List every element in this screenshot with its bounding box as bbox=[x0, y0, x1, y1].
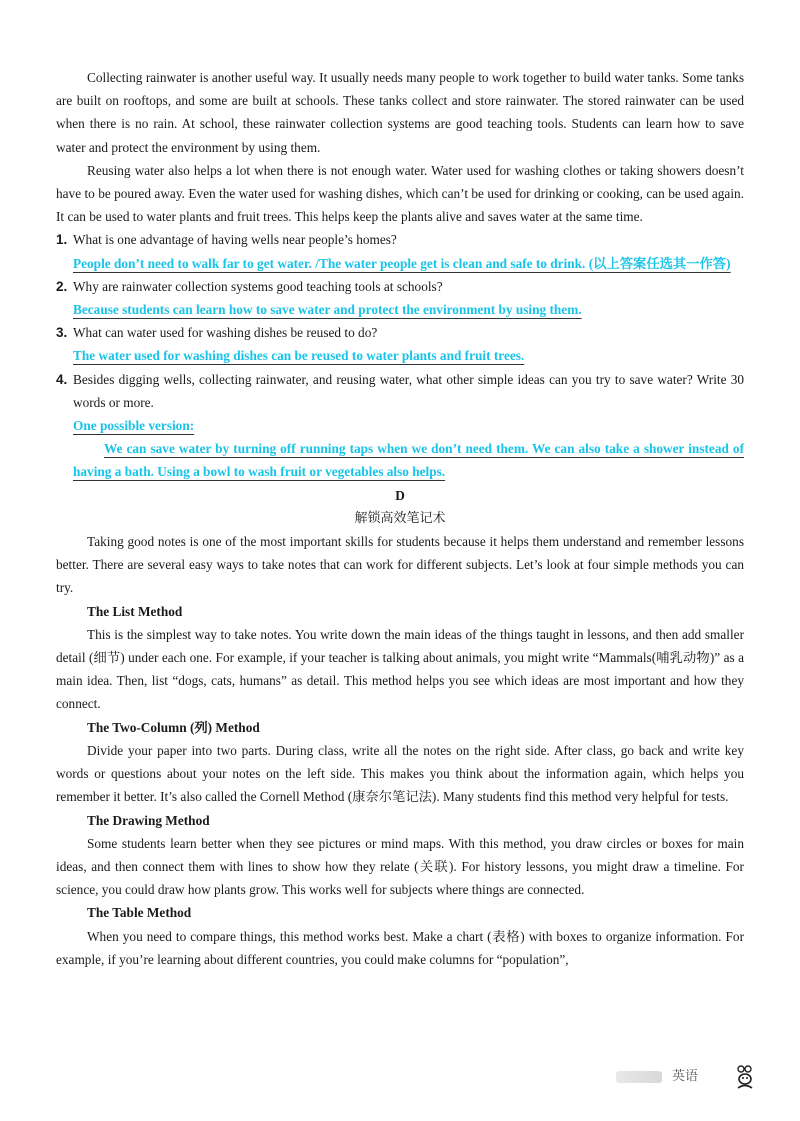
page-content bbox=[56, 66, 744, 971]
method-heading: The List Method bbox=[87, 603, 183, 619]
method-heading: The Table Method bbox=[87, 905, 192, 921]
question-4 bbox=[56, 368, 744, 484]
method-paragraph: Some students learn better when they see pictures or mind maps. With this method, you draw circles or boxes for main ideas, and then connect them with lines to show how they relate (关联). For history lessons, you might draw a timeline. For science, you could draw how plants grow. This works well for subjects where things are connected. bbox=[56, 835, 744, 898]
answer: The water used for washing dishes can be reused to water plants and fruit trees. bbox=[73, 348, 525, 364]
question-number: 4. bbox=[56, 371, 68, 387]
mascot-icon bbox=[734, 1064, 756, 1092]
method-heading: The Drawing Method bbox=[87, 812, 210, 828]
paragraph: Collecting rainwater is another useful way. It usually needs many people to work together to build water tanks. Some tanks are built on rooftops, and some are built at schools. These tanks collect and store rainwater. The stored rainwater can be used when there is no rain. At school, these rainwater collection systems are good teaching tools. Students can learn how to save water and protect the environment by using them. bbox=[56, 70, 744, 155]
answer: We can save water by turning off running taps when we don’t need them. We can also take a shower instead of having a bath. Using a bowl to wash fruit or vegetables also helps. bbox=[73, 441, 744, 480]
subject-label: 英语 bbox=[672, 1069, 699, 1084]
question-text: Why are rainwater collection systems good teaching tools at schools? bbox=[73, 278, 443, 294]
question-number: 1. bbox=[56, 232, 68, 248]
answer: People don’t need to walk far to get water. /The water people get is clean and safe to drink. (以上答案任选其一作答) bbox=[73, 255, 731, 271]
answer-intro: One possible version: bbox=[73, 418, 195, 434]
method-paragraph: When you need to compare things, this method works best. Make a chart (表格) with boxes to organize information. For example, if you’re learning about different countries, you could make columns for “population”, bbox=[56, 928, 744, 967]
series-logo bbox=[616, 1071, 662, 1083]
question-text: What can water used for washing dishes be reused to do? bbox=[73, 325, 378, 341]
method-heading: The Two-Column (列) Method bbox=[87, 719, 260, 735]
question-2 bbox=[56, 275, 744, 321]
question-1 bbox=[56, 228, 744, 274]
page-footer bbox=[616, 1065, 698, 1088]
question-text: What is one advantage of having wells near people’s homes? bbox=[73, 232, 397, 248]
answer: Because students can learn how to save water and protect the environment by using them. bbox=[73, 302, 582, 318]
method-paragraph: Divide your paper into two parts. During class, write all the notes on the right side. After class, go back and write key words or questions about your notes on the left side. This makes you think about the information again, which helps you remember it better. It’s also called the Cornell Method (康奈尔笔记法). Many students find this method very helpful for tests. bbox=[56, 742, 744, 805]
question-number: 3. bbox=[56, 325, 68, 341]
question-3 bbox=[56, 321, 744, 367]
question-text: Besides digging wells, collecting rainwater, and reusing water, what other simple ideas can you try to save water? Write 30 words or more. bbox=[73, 371, 744, 410]
question-number: 2. bbox=[56, 278, 68, 294]
paragraph: Reusing water also helps a lot when there is not enough water. Water used for washing clothes or taking showers doesn’t have to be poured away. Even the water used for washing dishes, which can’t be used for drinking or cooking, can be used again. It can be used to water plants and fruit trees. This helps keep the plants alive and saves water at the same time. bbox=[56, 162, 744, 225]
section-letter: D bbox=[395, 487, 405, 503]
section-title: 解锁高效笔记术 bbox=[354, 510, 446, 526]
intro-paragraph: Taking good notes is one of the most important skills for students because it helps them understand and remember lessons better. There are several easy ways to take notes that can work for different subjects. Let’s look at four simple methods you can try. bbox=[56, 534, 744, 596]
method-paragraph: This is the simplest way to take notes. You write down the main ideas of the things taught in lessons, and then add smaller detail (细节) under each one. For example, if your teacher is talking about animals, you might write “Mammals(哺乳动物)” as a main idea. Then, list “dogs, cats, humans” as detail. This method helps you see which ideas are most important and how they connect. bbox=[56, 626, 744, 712]
